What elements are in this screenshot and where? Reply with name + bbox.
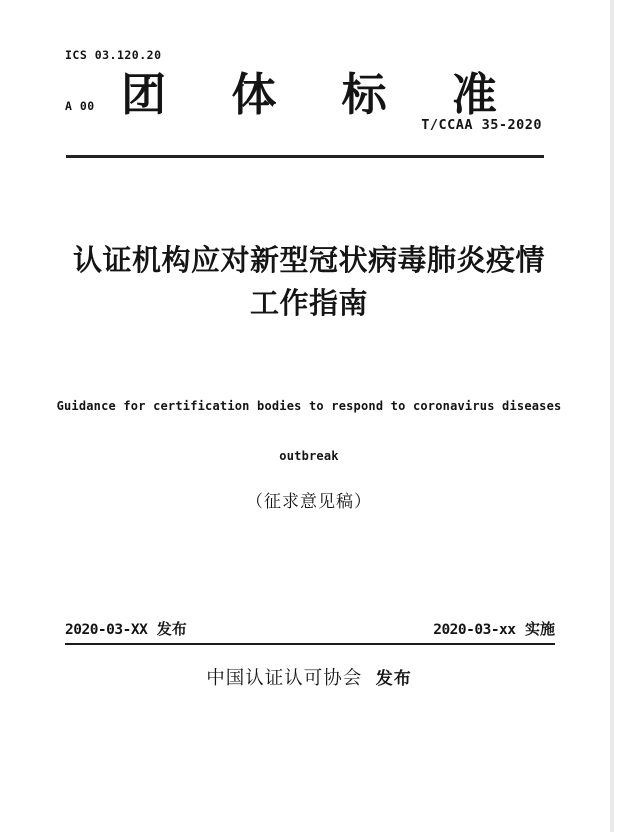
document-title	[0, 239, 618, 325]
implementation-label: 实施	[524, 620, 555, 638]
header-divider-rule	[66, 155, 544, 158]
ics-code: ICS 03.120.20	[65, 48, 162, 62]
issue-label: 发布	[156, 620, 187, 638]
english-title-line2: outbreak	[279, 449, 339, 463]
standard-type-row	[0, 58, 618, 123]
issue-date-cell	[65, 618, 187, 639]
draft-status-note: （征求意见稿）	[246, 492, 372, 511]
implementation-date: 2020-03-xx	[433, 622, 516, 638]
implementation-date-cell	[433, 618, 555, 639]
document-title-line2: 工作指南	[249, 286, 368, 320]
english-title-line1: Guidance for certification bodies to respond to coronavirus diseases	[56, 399, 562, 413]
date-row	[65, 618, 555, 645]
classification-code: A 00	[65, 99, 95, 113]
standard-number: T/CCAA 35-2020	[421, 117, 542, 133]
publisher-action-label: 发布	[375, 669, 412, 689]
standard-type-heading: 团体标准	[121, 68, 563, 121]
issue-date: 2020-03-XX	[65, 622, 148, 638]
publisher-name: 中国认证认可协会	[206, 669, 363, 689]
document-title-line1: 认证机构应对新型冠状病毒肺炎疫情	[72, 243, 545, 277]
publisher-row	[0, 664, 618, 690]
page-right-edge	[610, 0, 614, 832]
